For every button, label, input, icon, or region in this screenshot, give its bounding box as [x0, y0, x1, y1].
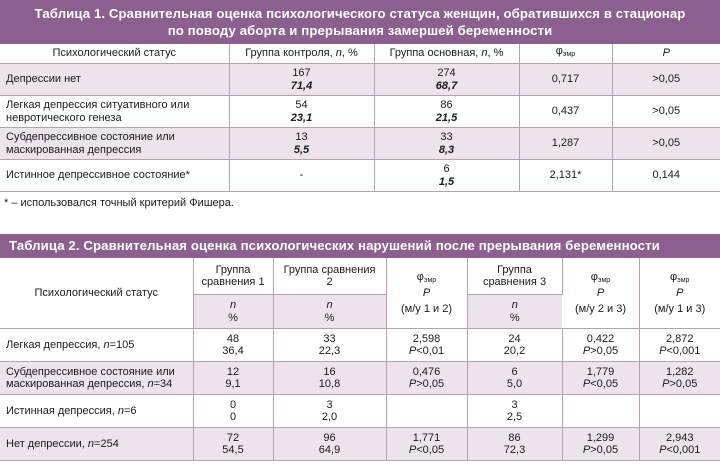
g2-cell: 16 10,8	[273, 362, 386, 395]
table2-header-g1: Группа сравнения 1	[193, 258, 273, 295]
table2-header-phi23: $\varphi_{эмр}$ P (м/у 2 и 3)	[562, 258, 639, 329]
table2-header-g2: Группа сравнения 2	[273, 258, 386, 295]
table1-title-line2: по поводу аборта и прерывания замершей беременности	[167, 23, 553, 38]
phi-cell: 0,437	[519, 96, 612, 128]
table2-header-phi12: $\varphi_{эмр}$ P (м/у 1 и 2)	[386, 258, 467, 329]
phi12-cell	[386, 395, 467, 428]
table-row	[0, 428, 720, 461]
table-row	[0, 362, 720, 395]
g1-cell: 12 9,1	[193, 362, 273, 395]
table1-header-main: Группа основная, n, %	[374, 44, 519, 64]
g3-cell: 3 2,5	[467, 395, 562, 428]
table2-header-status: Психологический статус	[0, 258, 193, 329]
table2-header-phi13: $\varphi_{эмр}$ P (м/у 1 и 3)	[639, 258, 720, 329]
control-cell: 13 5,5	[229, 128, 374, 160]
table2-header-g3: Группа сравнения 3	[467, 258, 562, 295]
table1-header-status: Психологический статус	[0, 44, 229, 64]
table1-header-p: P	[612, 44, 720, 64]
phi13-cell: 2,943 P<0,001	[639, 428, 720, 461]
table-row	[0, 128, 720, 160]
table-row	[0, 64, 720, 96]
row-status: Нет депрессии, n=254	[0, 428, 193, 461]
main-cell: 33 8,3	[374, 128, 519, 160]
table1-title-line1: Таблица 1. Сравнительная оценка психологического статуса женщин, обратившихся в стационар	[34, 6, 686, 21]
row-status: Истинная депрессия, n=6	[0, 395, 193, 428]
table2-sub-g1: n %	[193, 295, 273, 329]
table1-header-control: Группа контроля, n, %	[229, 44, 374, 64]
table-row	[0, 160, 720, 192]
table2	[0, 258, 720, 461]
table1-header-row	[0, 44, 720, 64]
main-cell: 6 1,5	[374, 160, 519, 192]
table2-header-row	[0, 258, 720, 295]
phi23-cell	[562, 395, 639, 428]
control-cell: 167 71,4	[229, 64, 374, 96]
table1-title	[0, 0, 720, 44]
g3-cell: 6 5,0	[467, 362, 562, 395]
phi-cell: 2,131*	[519, 160, 612, 192]
g3-cell: 24 20,2	[467, 329, 562, 362]
phi12-cell: 0,476 P>0,05	[386, 362, 467, 395]
table1-footnote: * – использовался точный критерий Фишера.	[4, 197, 234, 209]
row-status: Депрессии нет	[0, 64, 229, 96]
table-row	[0, 96, 720, 128]
p-cell: >0,05	[612, 64, 720, 96]
phi23-cell: 1,779 P<0,05	[562, 362, 639, 395]
p-cell: >0,05	[612, 96, 720, 128]
phi23-cell: 0,422 P>0,05	[562, 329, 639, 362]
p-cell: >0,05	[612, 128, 720, 160]
phi23-cell: 1,299 P>0,05	[562, 428, 639, 461]
g1-cell: 48 36,4	[193, 329, 273, 362]
g3-cell: 86 72,3	[467, 428, 562, 461]
p-cell: 0,144	[612, 160, 720, 192]
row-status: Субдепрессивное состояние или маскированная депрессия	[0, 128, 229, 160]
g1-cell: 72 54,5	[193, 428, 273, 461]
table-row	[0, 329, 720, 362]
phi13-cell: 1,282 P>0,05	[639, 362, 720, 395]
row-status: Легкая депрессия ситуативного или невротического генеза	[0, 96, 229, 128]
g2-cell: 33 22,3	[273, 329, 386, 362]
phi-cell: 1,287	[519, 128, 612, 160]
table2-title: Таблица 2. Сравнительная оценка психологических нарушений после прерывания беременности	[0, 234, 720, 258]
row-status: Легкая депрессия, n=105	[0, 329, 193, 362]
g2-cell: 96 64,9	[273, 428, 386, 461]
phi12-cell: 2,598 P<0,01	[386, 329, 467, 362]
row-status: Субдепрессивное состояние или маскированная депрессия, n=34	[0, 362, 193, 395]
table1	[0, 44, 720, 192]
control-cell: 54 23,1	[229, 96, 374, 128]
phi13-cell: 2,872 P<0,001	[639, 329, 720, 362]
table2-sub-g3: n %	[467, 295, 562, 329]
phi13-cell	[639, 395, 720, 428]
table2-sub-g2: n %	[273, 295, 386, 329]
table1-header-phi: $\varphi_{эмр}$	[519, 44, 612, 64]
g2-cell: 3 2,0	[273, 395, 386, 428]
g1-cell: 0 0	[193, 395, 273, 428]
main-cell: 86 21,5	[374, 96, 519, 128]
table-row	[0, 395, 720, 428]
phi-cell: 0,717	[519, 64, 612, 96]
control-cell: -	[229, 160, 374, 192]
phi12-cell: 1,771 P<0,05	[386, 428, 467, 461]
row-status: Истинное депрессивное состояние*	[0, 160, 229, 192]
main-cell: 274 68,7	[374, 64, 519, 96]
